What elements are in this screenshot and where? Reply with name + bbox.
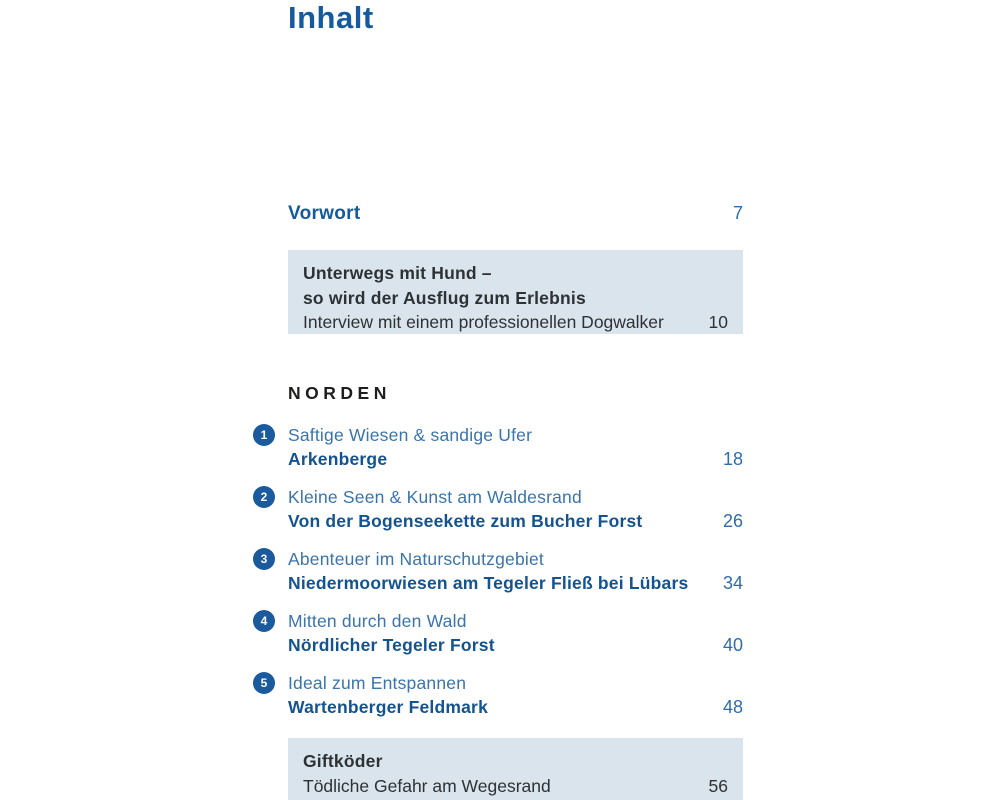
entry-title: Von der Bogenseekette zum Bucher Forst [288, 511, 643, 531]
entry-subtitle: Saftige Wiesen & sandige Ufer [288, 425, 533, 445]
entry-subtitle: Mitten durch den Wald [288, 611, 467, 631]
section-heading-norden: NORDEN [288, 383, 391, 403]
entry-title-row [288, 695, 743, 719]
highlight-box-giftkoeder [288, 738, 743, 800]
toc-entry [260, 547, 743, 595]
box-subtitle: Interview mit einem professionellen Dogwalker [303, 312, 664, 332]
route-number-badge: 1 [253, 424, 275, 446]
entry-page-number: 34 [722, 573, 743, 593]
entry-subtitle: Abenteuer im Naturschutzgebiet [288, 549, 544, 569]
route-number-badge: 4 [253, 610, 275, 632]
vorwort-label: Vorwort [288, 203, 361, 224]
box-subtitle-row [303, 774, 728, 799]
toc-entry [260, 485, 743, 533]
entry-page-number: 26 [722, 511, 743, 531]
box-page-number: 10 [708, 312, 728, 332]
entry-page-number: 48 [722, 697, 743, 717]
entry-title-row [288, 509, 743, 533]
box-page-number: 56 [708, 775, 728, 796]
entry-subtitle: Ideal zum Entspannen [288, 673, 467, 693]
route-number-badge: 2 [253, 486, 275, 508]
entry-title: Wartenberger Feldmark [288, 697, 488, 717]
entry-title: Arkenberge [288, 449, 388, 469]
entry-subtitle: Kleine Seen & Kunst am Waldesrand [288, 487, 582, 507]
toc-entry-list [260, 423, 743, 733]
box-subtitle: Tödliche Gefahr am Wegesrand [303, 775, 551, 796]
toc-entry [260, 609, 743, 657]
entry-title: Niedermoorwiesen am Tegeler Fließ bei Lübars [288, 573, 689, 593]
route-number-badge: 3 [253, 548, 275, 570]
toc-entry-vorwort [288, 203, 743, 225]
entry-title-row [288, 633, 743, 657]
toc-entry [260, 423, 743, 471]
entry-title-row [288, 571, 743, 595]
box-title-line: Giftköder [303, 751, 383, 771]
route-number-badge: 5 [253, 672, 275, 694]
box-title-line: Unterwegs mit Hund – [303, 263, 492, 283]
highlight-box-dogwalker [288, 250, 743, 334]
entry-title: Nördlicher Tegeler Forst [288, 635, 495, 655]
box-subtitle-row [303, 310, 728, 335]
vorwort-page-number: 7 [732, 203, 743, 223]
toc-entry [260, 671, 743, 719]
box-title-line: so wird der Ausflug zum Erlebnis [303, 287, 586, 308]
entry-page-number: 40 [722, 635, 743, 655]
page-title: Inhalt [288, 0, 374, 35]
entry-page-number: 18 [722, 449, 743, 469]
entry-title-row [288, 447, 743, 471]
